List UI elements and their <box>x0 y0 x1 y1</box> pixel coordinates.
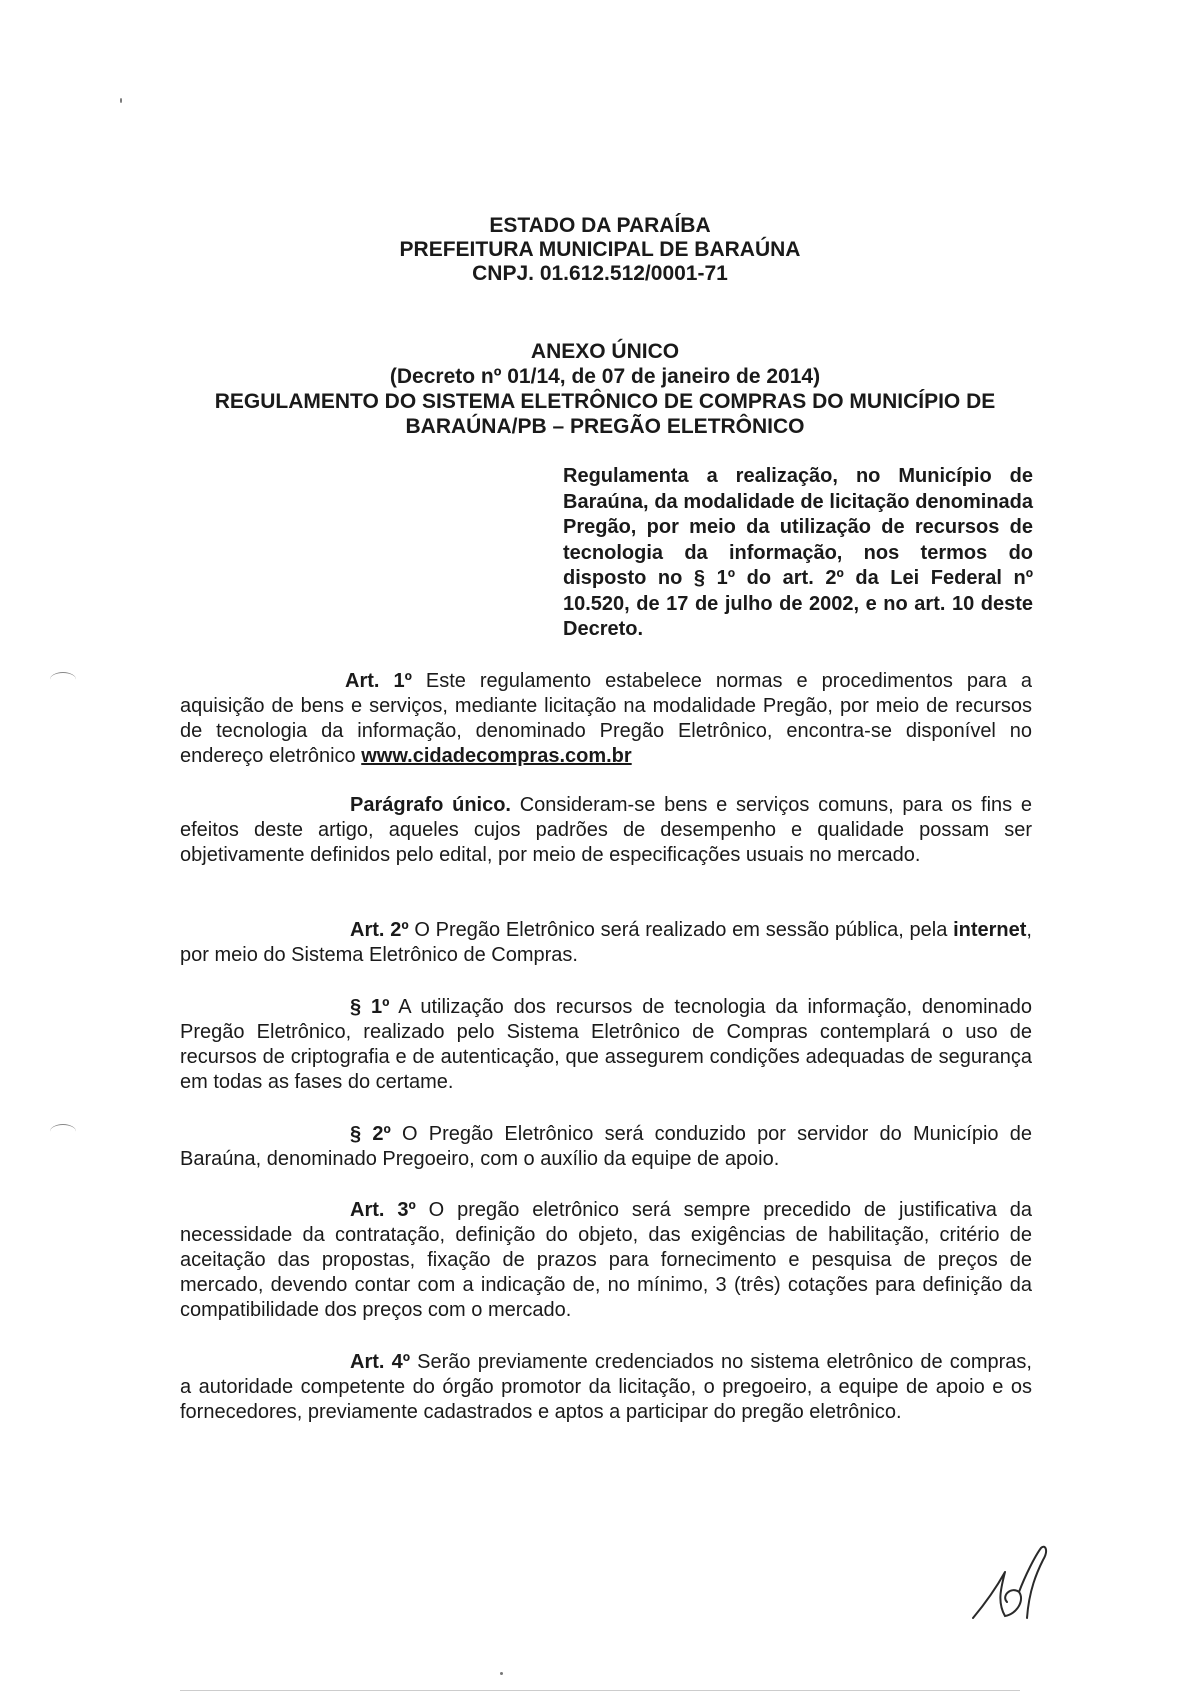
article-3 <box>180 1198 1032 1323</box>
article-2-paragraph-2-text: O Pregão Eletrônico será conduzido por servidor do Município de Baraúna, denominado Pregoeiro, com o auxílio da equipe de apoio. <box>180 1123 1033 1170</box>
article-2 <box>180 918 1032 968</box>
article-2-label: Art. 2º <box>350 919 409 941</box>
article-2-text-b: , por meio do Sistema Eletrônico de Compras. <box>180 919 1032 966</box>
signature-initials <box>965 1540 1055 1630</box>
article-4-text: Serão previamente credenciados no sistema eletrônico de compras, a autoridade competente do órgão promotor da licitação, o pregoeiro, a equipe de apoio e os fornecedores, previamente cadastrados e aptos a participar do pregão eletrônico. <box>180 1351 1032 1423</box>
article-2-paragraph-1 <box>180 995 1032 1095</box>
decree-reference: (Decreto nº 01/14, de 07 de janeiro de 2014) <box>389 365 821 388</box>
page-bottom-edge <box>180 1690 1020 1691</box>
article-2-paragraph-1-text: A utilização dos recursos de tecnologia da informação, denominado Pregão Eletrônico, realizado pelo Sistema Eletrônico de Compras contemplará o uso de recursos de criptografia e de autenticação, que assegurem condições adequadas de segurança em todas as fases do certame. <box>180 996 1033 1093</box>
article-1-text: Este regulamento estabelece normas e procedimentos para a aquisição de bens e serviços, mediante licitação na modalidade Pregão, por meio de recursos de tecnologia da informação, denominado Pregão Eletrônico, encontra-se disponível no endereço eletrônico <box>180 670 1032 767</box>
article-4-label: Art. 4º <box>350 1351 411 1373</box>
ementa: Regulamenta a realização, no Município de Baraúna, da modalidade de licitação denominada Pregão, por meio da utilização de recursos de tecnologia da informação, nos termos do disposto no § 1º do art. 2º da Lei Federal nº 10.520, de 17 de julho de 2002, e no art. 10 deste Decreto. <box>563 465 1033 640</box>
website-link[interactable]: www.cidadecompras.com.br <box>361 745 632 767</box>
regulation-title-line1: REGULAMENTO DO SISTEMA ELETRÔNICO DE COMPRAS DO MUNICÍPIO DE <box>214 390 996 413</box>
article-2-text-a: O Pregão Eletrônico será realizado em sessão pública, pela <box>408 919 954 941</box>
sole-paragraph-text: Consideram-se bens e serviços comuns, para os fins e efeitos deste artigo, aqueles cujos padrões de desempenho e qualidade possam ser objetivamente definidos pelo edital, por meio de especificações usuais no mercado. <box>180 794 1033 866</box>
punch-hole-mark <box>50 672 76 687</box>
article-2-paragraph-1-label: § 1º <box>350 996 390 1018</box>
header-state: ESTADO DA PARAÍBA <box>489 214 711 237</box>
article-3-text: O pregão eletrônico será sempre precedido de justificativa da necessidade da contratação, definição do objeto, das exigências de habilitação, critério de aceitação das propostas, fixação de prazos para fornecimento e pesquisa de preços de mercado, devendo contar com a indicação de, no mínimo, 3 (três) cotações para definição da compatibilidade dos preços com o mercado. <box>180 1199 1032 1321</box>
article-2-bold-word: internet <box>953 919 1027 941</box>
article-3-label: Art. 3º <box>350 1199 416 1221</box>
sole-paragraph-label: Parágrafo único. <box>350 794 511 816</box>
sole-paragraph <box>180 793 1032 868</box>
article-1 <box>180 669 1032 769</box>
article-1-label: Art. 1º <box>345 670 412 692</box>
article-2-paragraph-2-label: § 2º <box>350 1123 391 1145</box>
scan-speck <box>500 1672 503 1675</box>
header-cnpj: CNPJ. 01.612.512/0001-71 <box>472 262 728 285</box>
header-prefecture: PREFEITURA MUNICIPAL DE BARAÚNA <box>399 238 801 261</box>
regulation-title-line2: BARAÚNA/PB – PREGÃO ELETRÔNICO <box>405 415 805 438</box>
scan-speck <box>120 98 122 103</box>
punch-hole-mark <box>50 1124 76 1139</box>
article-2-paragraph-2 <box>180 1122 1032 1172</box>
article-4 <box>180 1350 1032 1425</box>
annex-title: ANEXO ÚNICO <box>530 340 680 363</box>
